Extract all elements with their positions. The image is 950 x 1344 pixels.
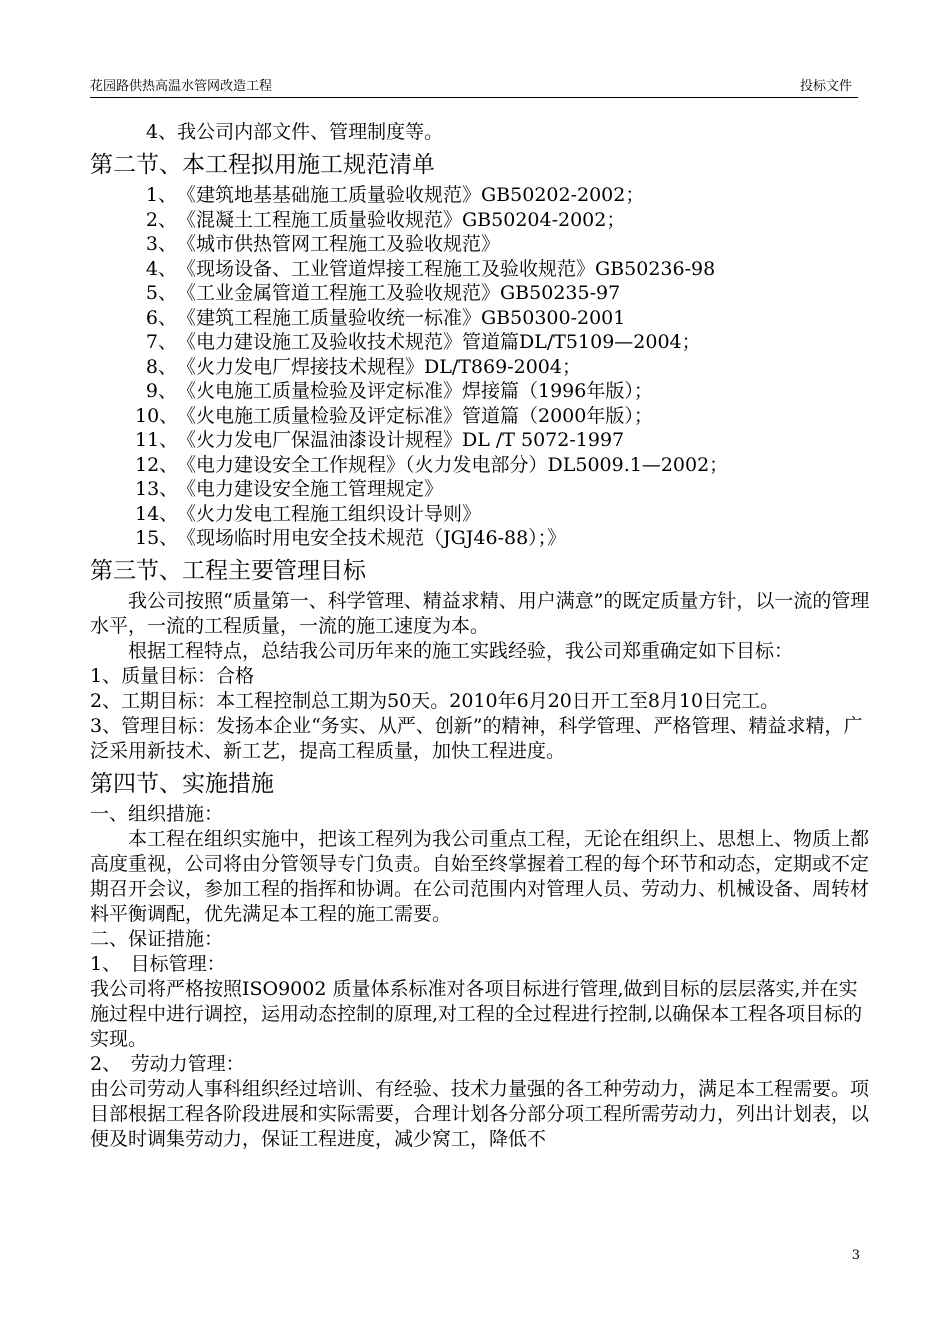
list-item: 7、《电力建设施工及验收技术规范》管道篇DL/T5109—2004； [145,331,701,353]
list-item: 11、《火力发电厂保温油漆设计规程》DL /T 5072-1997 [135,429,625,451]
list-item: 13、《电力建设安全施工管理规定》 [135,478,444,500]
intro-item: 4、我公司内部文件、管理制度等。 [146,121,444,143]
organization-measures-text: 本工程在组织实施中，把该工程列为我公司重点工程，无论在组织上、思想上、物质上都高度重视，公司将由分管领导专门负责。自始至终掌握着工程的每个环节和动态，定期或不定期召开会议，参加工程的指挥和协调。在公司范围内对管理人员、劳动力、机械设备、周转材料平衡调配，优先满足本工程的施工需要。 [90,827,870,925]
document-body [90,120,872,1152]
list-item: 10、《火电施工质量检验及评定标准》管道篇（2000年版）； [135,404,653,427]
list-item: 14、《火力发电工程施工组织设计导则》 [135,502,482,525]
spec-list [135,183,872,551]
schedule-goal: 2、工期目标：本工程控制总工期为50天。2010年6月20日开工至8月10日完工。 [90,689,780,712]
management-goal: 3、管理目标：发扬本企业“务实、从严、创新”的精神，科学管理、严格管理、精益求精，广泛采用新技术、新工艺，提高工程质量，加快工程进度。 [90,714,863,762]
list-item: 3、《城市供热管网工程施工及验收规范》 [145,233,501,255]
guarantee-measures-title: 二、保证措施： [90,927,224,950]
page-number: 3 [851,1248,860,1263]
target-management-text: 我公司将严格按照ISO9002 质量体系标准对各项目标进行管理,做到目标的层层落实,并在实施过程中进行调控，运用动态控制的原理,对工程的全过程进行控制,以确保本工程各项目标的实现。 [90,977,863,1050]
labor-management-title: 2、 劳动力管理： [90,1052,245,1075]
target-management-title: 1、 目标管理： [90,952,226,975]
organization-measures-title: 一、组织措施： [90,802,224,825]
goals-intro-paragraph: 根据工程特点，总结我公司历年来的施工实践经验，我公司郑重确定如下目标： [128,639,794,662]
list-item: 4、《现场设备、工业管道焊接工程施工及验收规范》GB50236-98 [145,257,716,280]
list-item: 6、《建筑工程施工质量验收统一标准》GB50300-2001 [145,306,626,329]
section3-title: 第三节、工程主要管理目标 [90,557,366,584]
header-doc-type: 投标文件 [799,79,852,94]
list-item: 8、《火力发电厂焊接技术规程》DL/T869-2004； [145,355,581,378]
quality-policy-paragraph: 我公司按照“质量第一、科学管理、精益求精、用户满意”的既定质量方针，以一流的管理水平，一流的工程质量，一流的施工速度为本。 [90,589,870,637]
list-item: 15、《现场临时用电安全技术规范（JGJ46-88）；》 [135,527,567,549]
section4-title: 第四节、实施措施 [90,770,274,797]
list-item: 1、《建筑地基基础施工质量验收规范》GB50202-2002； [145,184,645,206]
labor-management-text: 由公司劳动人事科组织经过培训、有经验、技术力量强的各工种劳动力，满足本工程需要。项目部根据工程各阶段进展和实际需要，合理计划各分部分项工程所需劳动力，列出计划表，以便及时调集劳动力，保证工程进度，减少窝工，降低不 [90,1077,870,1150]
list-item: 5、《工业金属管道工程施工及验收规范》GB50235-97 [145,282,621,304]
header-project-title: 花园路供热高温水管网改造工程 [90,79,273,94]
page-header [90,77,858,98]
list-item: 2、《混凝土工程施工质量验收规范》GB50204-2002； [145,208,626,231]
section2-title: 第二节、本工程拟用施工规范清单 [90,152,435,178]
list-item: 9、《火电施工质量检验及评定标准》焊接篇（1996年版）； [145,380,653,402]
quality-goal: 1、质量目标：合格 [90,664,255,687]
list-item: 12、《电力建设安全工作规程》（火力发电部分）DL5009.1—2002； [135,453,729,476]
